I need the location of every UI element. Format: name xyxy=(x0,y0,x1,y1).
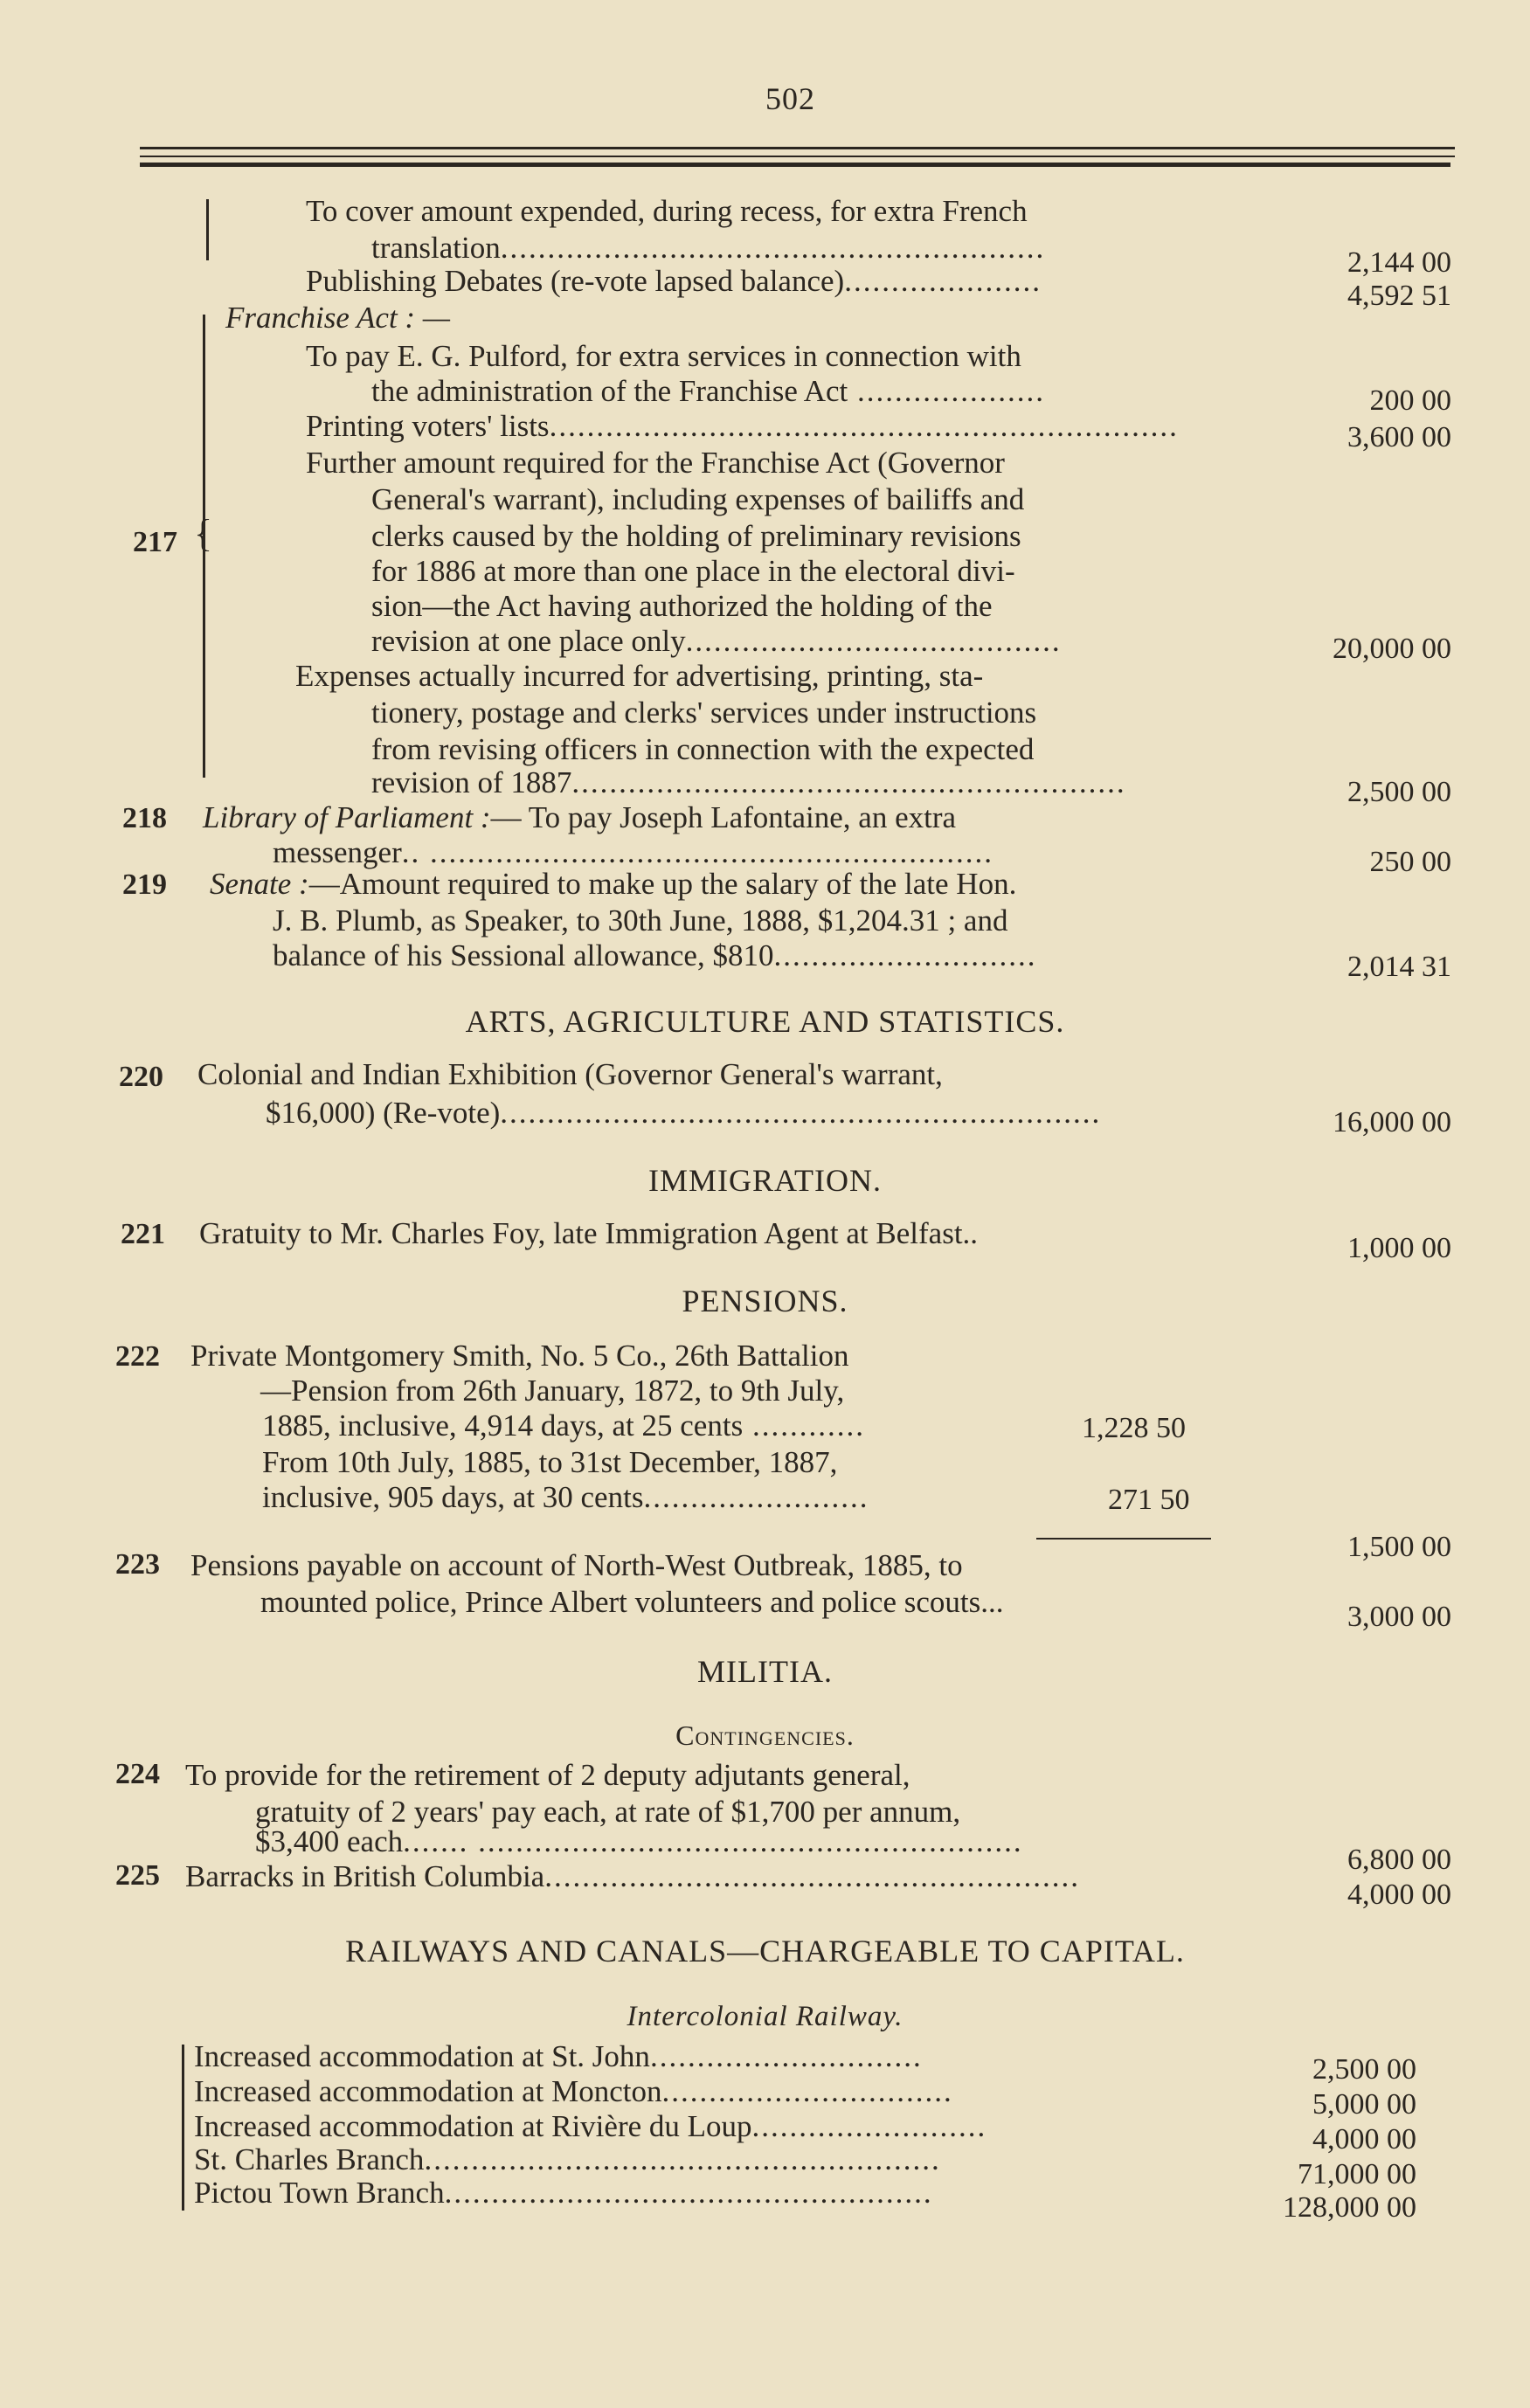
subtotal-rule xyxy=(1036,1538,1211,1540)
line-plumb: J. B. Plumb, as Speaker, to 30th June, 1888, $1,204.31 ; and xyxy=(273,903,1008,938)
amount-sessional: 2,014 31 xyxy=(1347,951,1451,983)
amount-pension-total: 1,500 00 xyxy=(1347,1531,1451,1563)
line-revote: $16,000) (Re-vote)................................................................ xyxy=(266,1096,1102,1130)
amount-revision-1887: 2,500 00 xyxy=(1347,776,1451,808)
item-number-218: 218 xyxy=(122,802,167,834)
line-north-west: Pensions payable on account of North-West Outbreak, 1885, to xyxy=(190,1548,963,1582)
line-senate: Senate :—Amount required to make up the salary of the late Hon. xyxy=(210,867,1017,901)
line-clerks: clerks caused by the holding of preliminary revisions xyxy=(371,519,1021,553)
amount-st-charles: 71,000 00 xyxy=(1298,2158,1416,2190)
amount-riviere-du-loup: 4,000 00 xyxy=(1312,2123,1416,2155)
line-further-amount: Further amount required for the Franchise Act (Governor xyxy=(306,446,1005,480)
line-revision-1887: revision of 1887........................................................... xyxy=(371,765,1126,799)
section-militia: MILITIA. xyxy=(697,1654,833,1689)
line-retirement-adjutants: To provide for the retirement of 2 deputy adjutants general, xyxy=(185,1758,910,1792)
line-administration: the administration of the Franchise Act .................... xyxy=(371,374,1046,408)
amount-pictou-town: 128,000 00 xyxy=(1283,2191,1416,2224)
line-extra-french: To cover amount expended, during recess, for extra French xyxy=(306,194,1028,228)
line-sessional: balance of his Sessional allowance, $810............................ xyxy=(273,938,1037,972)
amount-publishing-debates: 4,592 51 xyxy=(1347,280,1451,312)
item-number-217: 217 xyxy=(133,526,177,558)
line-translation: translation.......................................................... xyxy=(371,231,1046,265)
line-3400-each: $3,400 each....... .......................................................... xyxy=(255,1824,1023,1858)
franchise-act-heading: Franchise Act : — xyxy=(225,301,450,335)
section-arts-agriculture: ARTS, AGRICULTURE AND STATISTICS. xyxy=(465,1004,1065,1039)
amount-moncton: 5,000 00 xyxy=(1312,2088,1416,2121)
line-colonial-exhibition: Colonial and Indian Exhibition (Governor General's warrant, xyxy=(197,1057,943,1091)
line-mounted-police: mounted police, Prince Albert volunteers and police scouts... xyxy=(260,1585,1004,1619)
line-library-parliament: Library of Parliament :— To pay Joseph Lafontaine, an extra xyxy=(203,800,957,834)
item-number-219: 219 xyxy=(122,868,167,901)
line-pictou-town: Pictou Town Branch.................................................... xyxy=(194,2176,933,2210)
header-rule-middle xyxy=(140,156,1455,157)
amount-barracks-bc: 4,000 00 xyxy=(1347,1879,1451,1911)
line-revision-one-place: revision at one place only........................................ xyxy=(371,624,1062,658)
line-governor-warrant: General's warrant), including expenses of bailiffs and xyxy=(371,482,1025,516)
subsection-intercolonial: Intercolonial Railway. xyxy=(627,2001,903,2032)
line-st-charles: St. Charles Branch....................................................... xyxy=(194,2142,941,2176)
amount-translation: 2,144 00 xyxy=(1347,246,1451,279)
page-number: 502 xyxy=(765,81,815,116)
line-for-1886: for 1886 at more than one place in the electoral divi- xyxy=(371,554,1015,588)
line-pension-from: —Pension from 26th January, 1872, to 9th July, xyxy=(260,1374,845,1408)
section-pensions: PENSIONS. xyxy=(682,1284,848,1318)
line-from-10th-july: From 10th July, 1885, to 31st December, 1887, xyxy=(262,1445,838,1479)
line-tionery: tionery, postage and clerks' services under instructions xyxy=(371,695,1037,730)
amount-administration: 200 00 xyxy=(1369,384,1451,417)
line-4914-days: 1885, inclusive, 4,914 days, at 25 cents ............ xyxy=(262,1408,865,1443)
line-sion: sion—the Act having authorized the holding of the xyxy=(371,589,993,623)
line-905-days: inclusive, 905 days, at 30 cents........................ xyxy=(262,1480,869,1514)
amount-st-john: 2,500 00 xyxy=(1312,2053,1416,2086)
item-number-225: 225 xyxy=(115,1859,160,1892)
line-revising-officers: from revising officers in connection with the expected xyxy=(371,732,1035,766)
line-montgomery-smith: Private Montgomery Smith, No. 5 Co., 26th Battalion xyxy=(190,1339,849,1373)
amount-revision-one-place: 20,000 00 xyxy=(1333,633,1451,665)
section-immigration: IMMIGRATION. xyxy=(648,1163,882,1198)
line-st-john: Increased accommodation at St. John............................. xyxy=(194,2039,923,2073)
section-railways-canals: RAILWAYS AND CANALS—CHARGEABLE TO CAPITAL. xyxy=(345,1934,1185,1969)
bracket-line-railway xyxy=(182,2045,184,2211)
item-number-222: 222 xyxy=(115,1340,160,1373)
amount-4914-days: 1,228 50 xyxy=(1082,1412,1186,1444)
header-rule-bottom xyxy=(140,163,1450,167)
line-gratuity-2-years: gratuity of 2 years' pay each, at rate of $1,700 per annum, xyxy=(255,1795,961,1829)
line-expenses-incurred: Expenses actually incurred for advertising, printing, sta- xyxy=(295,659,984,693)
line-riviere-du-loup: Increased accommodation at Rivière du Loup......................... xyxy=(194,2109,987,2143)
brace-217: { xyxy=(194,512,213,555)
bracket-line-top xyxy=(206,199,209,260)
header-rule-top xyxy=(140,147,1455,149)
amount-retirement: 6,800 00 xyxy=(1347,1844,1451,1876)
line-pulford: To pay E. G. Pulford, for extra services in connection with xyxy=(306,339,1021,373)
amount-colonial-exhibition: 16,000 00 xyxy=(1333,1106,1451,1138)
item-number-224: 224 xyxy=(115,1758,160,1790)
line-barracks-bc: Barracks in British Columbia......................................................... xyxy=(185,1859,1080,1893)
line-gratuity-foy: Gratuity to Mr. Charles Foy, late Immigration Agent at Belfast.. xyxy=(199,1216,979,1250)
line-publishing-debates: Publishing Debates (re-vote lapsed balance)..................... xyxy=(306,264,1042,298)
amount-gratuity-foy: 1,000 00 xyxy=(1347,1232,1451,1264)
amount-printing-voters: 3,600 00 xyxy=(1347,421,1451,453)
line-messenger: messenger.. ............................................................ xyxy=(273,835,993,869)
item-number-220: 220 xyxy=(119,1061,163,1093)
item-number-223: 223 xyxy=(115,1548,160,1581)
item-number-221: 221 xyxy=(121,1218,165,1250)
line-moncton: Increased accommodation at Moncton............................... xyxy=(194,2074,953,2108)
line-printing-voters: Printing voters' lists................................................................... xyxy=(306,409,1179,443)
subsection-contingencies: Contingencies. xyxy=(675,1720,855,1751)
amount-north-west: 3,000 00 xyxy=(1347,1601,1451,1633)
amount-messenger: 250 00 xyxy=(1369,846,1451,878)
amount-905-days: 271 50 xyxy=(1108,1484,1190,1516)
